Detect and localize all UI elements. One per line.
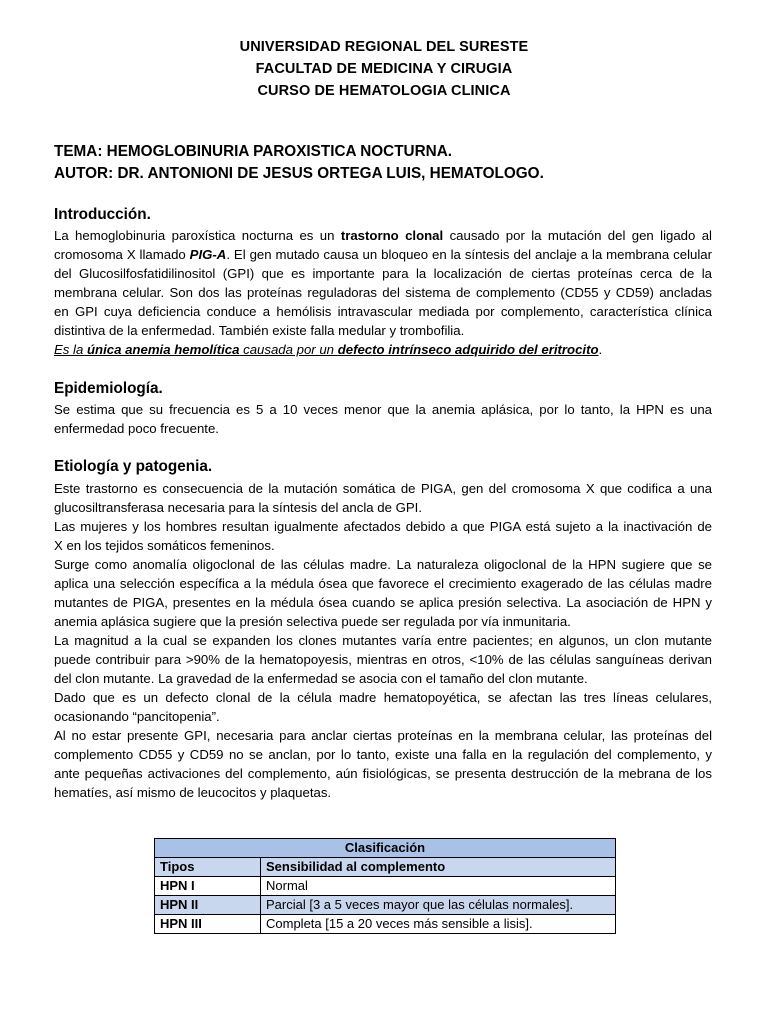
text-line: La hemoglobinuria paroxística nocturna es un trastorno clonal causado por la mutación del gen ligado al <box>54 228 712 243</box>
column-header-sensibilidad: Sensibilidad al complemento <box>261 858 616 877</box>
table-row <box>155 896 616 915</box>
university-title: UNIVERSIDAD REGIONAL DEL SURESTE <box>239 39 529 55</box>
text-line: X en los tejidos somáticos femeninos. <box>54 538 275 553</box>
course-title: CURSO DE HEMATOLOGIA CLINICA <box>257 83 511 99</box>
text-line: Al no estar presente GPI, necesaria para anclar ciertas proteínas en la membrana celular, las proteínas del <box>54 728 712 743</box>
table-caption: Clasificación <box>155 839 616 858</box>
classification-table <box>154 838 616 934</box>
cell-tipo: HPN III <box>155 915 261 934</box>
cell-sensibilidad: Parcial [3 a 5 veces mayor que las células normales]. <box>261 896 616 915</box>
text-line: aplica una selección específica a la médula ósea que favorece el crecimiento exagerado de las células madre <box>54 576 712 591</box>
author-line: AUTOR: DR. ANTONIONI DE JESUS ORTEGA LUIS, HEMATOLOGO. <box>54 165 544 182</box>
cell-tipo: HPN II <box>155 896 261 915</box>
text-line: Dado que es un defecto clonal de la célula madre hematopoyética, se afectan las tres líneas celulares, <box>54 690 712 705</box>
text-line: mutantes de PIGA, presentes en la médula ósea cuando se aplica presión selectiva. La asociación de HPN y <box>54 595 712 610</box>
faculty-title: FACULTAD DE MEDICINA Y CIRUGIA <box>255 61 513 77</box>
text-line: en GPI cuya deficiencia conduce a hemólisis intravascular mediada por complemento, característica clínica <box>54 304 712 319</box>
text-line: distintiva de la enfermedad. También existe falla medular y trombofilia. <box>54 323 465 338</box>
column-header-tipos: Tipos <box>155 858 261 877</box>
table-row <box>155 915 616 934</box>
emphasis-line: Es la única anemia hemolítica causada por un defecto intrínseco adquirido del eritrocito. <box>54 342 603 357</box>
text-line: puede contribuir para >90% de la hematopoyesis, mientras en otros, <10% de las células sanguíneas derivan <box>54 652 712 667</box>
text-line: anemia aplásica sugiere que la presión selectiva puede ser regulada por vía inmunitaria. <box>54 614 571 629</box>
section-heading-epidemiology: Epidemiología. <box>54 380 163 397</box>
text-line: glucosiltransferasa necesaria para la síntesis del ancla de GPI. <box>54 500 422 515</box>
text-line: Este trastorno es consecuencia de la mutación somática de PIGA, gen del cromosoma X que codifica a una <box>54 481 712 496</box>
table-header-row <box>155 858 616 877</box>
section-heading-introduction: Introducción. <box>54 206 151 223</box>
section-heading-etiology: Etiología y patogenia. <box>54 458 213 475</box>
text-line: del Glucosilfosfatidilinositol (GPI) que es importante para la localización de ciertas proteínas cerca de la <box>54 266 712 281</box>
text-line: ocasionando “pancitopenia”. <box>54 709 220 724</box>
text-line: Se estima que su frecuencia es 5 a 10 veces menor que la anemia aplásica, por lo tanto, la HPN es una <box>54 402 712 417</box>
text-line: ante pequeñas activaciones del complemento, aún fisiológicas, se presenta destrucción de la mebrana de los <box>54 766 712 781</box>
cell-sensibilidad: Completa [15 a 20 veces más sensible a lisis]. <box>261 915 616 934</box>
cell-sensibilidad: Normal <box>261 877 616 896</box>
text-line: enfermedad poco frecuente. <box>54 421 219 436</box>
text-line: membrana celular. Son dos las proteínas reguladoras del sistema de complemento (CD55 y CD59) ancladas <box>54 285 712 300</box>
table-row <box>155 877 616 896</box>
epidemiology-paragraph <box>54 400 712 438</box>
etiology-paragraph <box>54 479 712 802</box>
text-line: complemento CD55 y CD59 no se anclan, por lo tanto, existe una falla en la regulación del complemento, y <box>54 747 712 762</box>
cell-tipo: HPN I <box>155 877 261 896</box>
text-line: Surge como anomalía oligoclonal de las células madre. La naturaleza oligoclonal de la HPN sugiere que se <box>54 557 712 572</box>
text-line: cromosoma X llamado PIG-A. El gen mutado causa un bloqueo en la síntesis del anclaje a la membrana celular <box>54 247 713 262</box>
text-line: hematíes, así mismo de leucocitos y plaquetas. <box>54 785 332 800</box>
table-caption-row <box>155 839 616 858</box>
introduction-paragraph <box>54 226 712 359</box>
text-line: La magnitud a la cual se expanden los clones mutantes varía entre pacientes; en algunos, un clon mutante <box>54 633 712 648</box>
text-line: del clon mutante. La gravedad de la enfermedad se asocia con el tamaño del clon mutante. <box>54 671 588 686</box>
text-line: Las mujeres y los hombres resultan igualmente afectados debido a que PIGA está sujeto a la inactivación de <box>54 519 712 534</box>
topic-title: TEMA: HEMOGLOBINURIA PAROXISTICA NOCTURNA. <box>54 143 452 160</box>
